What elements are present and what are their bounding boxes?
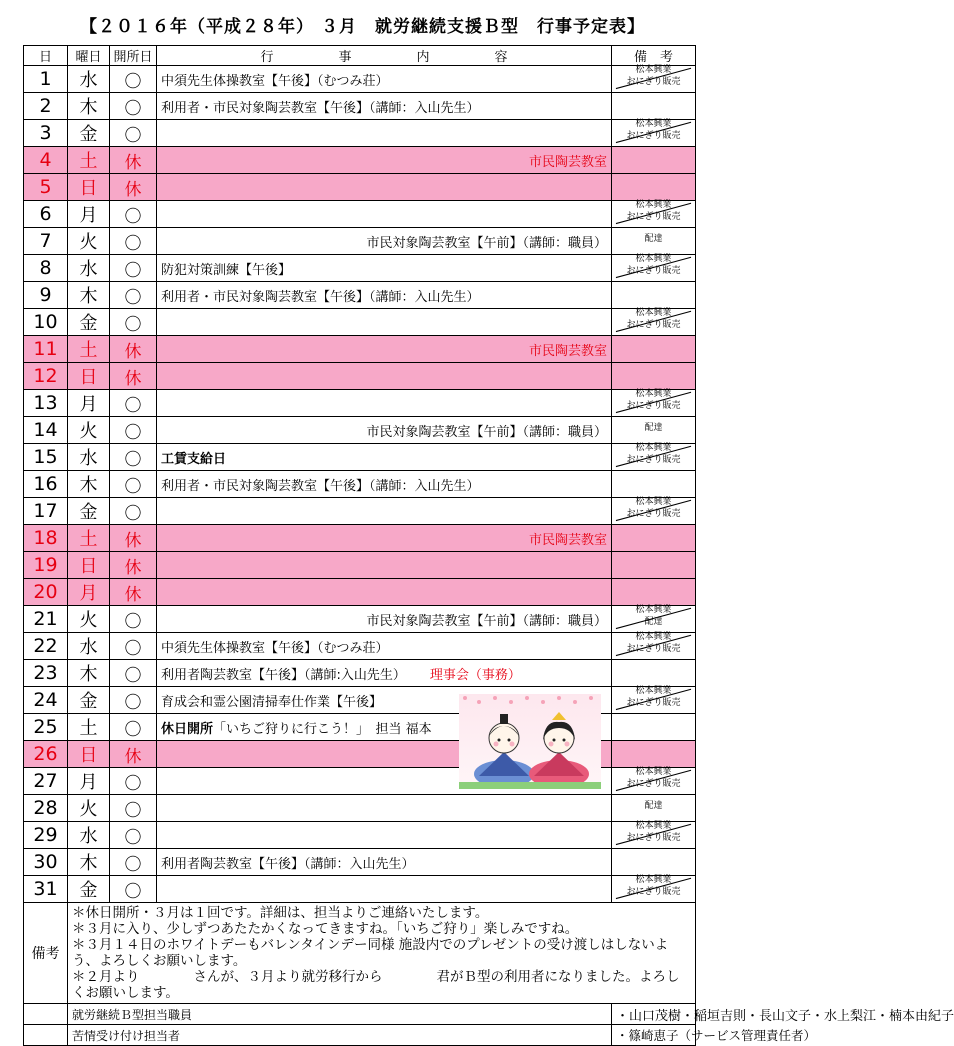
day-number: 27 xyxy=(24,768,68,795)
event-text: 中須先生体操教室【午後】（むつみ荘） xyxy=(161,73,389,89)
schedule-table xyxy=(23,45,954,1046)
event-cell xyxy=(157,849,612,876)
weekday: 水 xyxy=(68,255,110,282)
remark-line1: 松本興業 xyxy=(635,308,672,318)
event-right-text: 市民対象陶芸教室【午前】（講師：職員） xyxy=(366,425,607,440)
weekday: 金 xyxy=(68,498,110,525)
event-cell xyxy=(157,795,612,822)
remarks-cell xyxy=(612,633,696,660)
day-number: 31 xyxy=(24,876,68,903)
header-weekday: 曜日 xyxy=(68,46,110,66)
schedule-row xyxy=(24,66,696,93)
schedule-row xyxy=(24,471,696,498)
remarks-cell xyxy=(612,147,696,174)
event-text: 利用者陶芸教室【午後】（講師：入山先生） xyxy=(161,856,415,872)
weekday: 木 xyxy=(68,93,110,120)
remark-line1: 松本興業 xyxy=(635,875,672,885)
weekday: 土 xyxy=(68,147,110,174)
remarks-cell xyxy=(612,579,696,606)
header-open: 開所日 xyxy=(110,46,157,66)
event-cell xyxy=(157,444,612,471)
complaint-row xyxy=(24,1025,696,1046)
event-text: 中須先生体操教室【午後】（むつみ荘） xyxy=(161,640,389,656)
day-number: 5 xyxy=(24,174,68,201)
schedule-row xyxy=(24,849,696,876)
remark-line1: 松本興業 xyxy=(635,497,672,507)
remark-line1: 松本興業 xyxy=(635,632,672,642)
event-cell xyxy=(157,579,612,606)
event-cell xyxy=(157,309,612,336)
day-number: 13 xyxy=(24,390,68,417)
remark-line1: 松本興業 xyxy=(635,605,672,615)
event-cell xyxy=(157,228,612,255)
event-cell xyxy=(157,552,612,579)
weekday: 土 xyxy=(68,336,110,363)
schedule-row xyxy=(24,309,696,336)
weekday: 月 xyxy=(68,579,110,606)
event-right-text: 市民対象陶芸教室【午前】（講師：職員） xyxy=(366,236,607,251)
header-row xyxy=(24,46,696,66)
weekday: 日 xyxy=(68,552,110,579)
open-status: 〇 xyxy=(110,417,157,444)
remarks-cell xyxy=(612,120,696,147)
day-number: 14 xyxy=(24,417,68,444)
day-number: 23 xyxy=(24,660,68,687)
event-cell xyxy=(157,390,612,417)
remarks-cell xyxy=(612,876,696,903)
schedule-row xyxy=(24,363,696,390)
remarks-cell xyxy=(612,849,696,876)
event-text: 利用者陶芸教室【午後】（講師:入山先生） xyxy=(161,667,406,683)
day-number: 10 xyxy=(24,309,68,336)
page-title: 【２０１６年（平成２８年） ３月 就労継続支援Ｂ型 行事予定表】 xyxy=(80,17,645,37)
open-status: 休 xyxy=(110,552,157,579)
weekday: 火 xyxy=(68,228,110,255)
event-text: 工賃支給日 xyxy=(161,451,227,467)
event-cell xyxy=(157,417,612,444)
day-number: 1 xyxy=(24,66,68,93)
open-status: 〇 xyxy=(110,309,157,336)
event-text: 防犯対策訓練【午後】 xyxy=(161,262,292,278)
remarks-cell xyxy=(612,498,696,525)
complaint-label: 苦情受け付け担当者 xyxy=(68,1025,612,1046)
schedule-row xyxy=(24,336,696,363)
remarks-cell xyxy=(612,390,696,417)
open-status: 休 xyxy=(110,741,157,768)
schedule-row xyxy=(24,120,696,147)
day-number: 2 xyxy=(24,93,68,120)
schedule-row xyxy=(24,633,696,660)
day-number: 21 xyxy=(24,606,68,633)
remarks-cell xyxy=(612,606,696,633)
schedule-row xyxy=(24,606,696,633)
complaint-empty xyxy=(24,1025,68,1046)
day-number: 3 xyxy=(24,120,68,147)
remarks-cell xyxy=(612,795,696,822)
day-number: 30 xyxy=(24,849,68,876)
remark-line2: おにぎり販売 xyxy=(626,320,681,330)
remarks-cell xyxy=(612,741,696,768)
remark-line1: 松本興業 xyxy=(635,119,672,129)
schedule-row xyxy=(24,228,696,255)
open-status: 〇 xyxy=(110,849,157,876)
day-number: 25 xyxy=(24,714,68,741)
weekday: 月 xyxy=(68,390,110,417)
remarks-cell xyxy=(612,363,696,390)
weekday: 水 xyxy=(68,66,110,93)
remarks-cell xyxy=(612,66,696,93)
weekday: 日 xyxy=(68,363,110,390)
day-number: 22 xyxy=(24,633,68,660)
weekday: 水 xyxy=(68,633,110,660)
weekday: 金 xyxy=(68,687,110,714)
hina-dolls-image xyxy=(459,694,601,789)
staff-empty xyxy=(24,1004,68,1025)
schedule-row xyxy=(24,282,696,309)
note-line: ＊３月１４日のホワイトデーもバレンタインデー同様 施設内でのプレゼントの受け渡しはしないよう、よろしくお願いします。 xyxy=(72,937,669,969)
event-text: 「いちご狩りに行こう！」 担当 福本 xyxy=(213,721,432,737)
remark-line1: 松本興業 xyxy=(635,389,672,399)
event-cell xyxy=(157,201,612,228)
remarks-cell xyxy=(612,525,696,552)
weekday: 木 xyxy=(68,282,110,309)
event-right-text: 市民対象陶芸教室【午前】（講師：職員） xyxy=(366,614,607,629)
schedule-row xyxy=(24,822,696,849)
weekday: 水 xyxy=(68,822,110,849)
remark-line2: おにぎり販売 xyxy=(626,266,681,276)
day-number: 12 xyxy=(24,363,68,390)
event-cell xyxy=(157,471,612,498)
remarks-cell xyxy=(612,336,696,363)
header-event: 行 事 内 容 xyxy=(157,46,612,66)
staff-names: ・山口茂樹・稲垣吉則・長山文子・水上梨江・楠本由紀子 xyxy=(612,1004,696,1025)
staff-label: 就労継続Ｂ型担当職員 xyxy=(68,1004,612,1025)
schedule-row xyxy=(24,201,696,228)
remarks-cell xyxy=(612,471,696,498)
note-line: ＊２月より さんが、３月より就労移行から 君がＢ型の利用者になりました。よろしくお願いします。 xyxy=(72,969,680,1001)
remark-line1: 松本興業 xyxy=(635,65,672,75)
remarks-cell xyxy=(612,282,696,309)
day-number: 20 xyxy=(24,579,68,606)
remark-line2: おにぎり販売 xyxy=(626,77,681,87)
remarks-cell xyxy=(612,660,696,687)
day-number: 24 xyxy=(24,687,68,714)
day-number: 26 xyxy=(24,741,68,768)
schedule-row xyxy=(24,147,696,174)
weekday: 月 xyxy=(68,768,110,795)
remark-delivery: 配達 xyxy=(644,801,663,811)
remarks-cell xyxy=(612,228,696,255)
event-cell xyxy=(157,606,612,633)
schedule-row xyxy=(24,255,696,282)
remark-line2: おにぎり販売 xyxy=(626,887,681,897)
staff-row xyxy=(24,1004,696,1025)
complaint-name: ・篠崎恵子（サービス管理責任者） xyxy=(612,1025,696,1046)
event-cell xyxy=(157,822,612,849)
remarks-cell xyxy=(612,687,696,714)
day-number: 29 xyxy=(24,822,68,849)
open-status: 〇 xyxy=(110,660,157,687)
remark-line2: おにぎり販売 xyxy=(626,833,681,843)
day-number: 9 xyxy=(24,282,68,309)
remark-line1: 松本興業 xyxy=(635,686,672,696)
event-cell xyxy=(157,93,612,120)
open-status: 休 xyxy=(110,525,157,552)
header-remarks: 備 考 xyxy=(612,46,696,66)
day-number: 19 xyxy=(24,552,68,579)
weekday: 木 xyxy=(68,660,110,687)
open-status: 〇 xyxy=(110,687,157,714)
open-status: 〇 xyxy=(110,876,157,903)
notes-row xyxy=(24,903,696,1004)
schedule-row xyxy=(24,174,696,201)
event-right-text: 市民陶芸教室 xyxy=(528,533,607,548)
remark-line2: おにぎり販売 xyxy=(626,455,681,465)
event-cell xyxy=(157,876,612,903)
event-text: 育成会和霊公園清掃奉仕作業【午後】 xyxy=(161,694,383,710)
schedule-row xyxy=(24,417,696,444)
note-line: ＊休日開所・３月は１回です。詳細は、担当よりご連絡いたします。 xyxy=(72,905,489,921)
remark-line1: 松本興業 xyxy=(635,443,672,453)
weekday: 金 xyxy=(68,120,110,147)
event-cell xyxy=(157,660,612,687)
remark-line2: おにぎり販売 xyxy=(626,212,681,222)
day-number: 17 xyxy=(24,498,68,525)
schedule-row xyxy=(24,552,696,579)
event-bold-label: 休日開所 xyxy=(161,721,214,737)
weekday: 水 xyxy=(68,444,110,471)
weekday: 月 xyxy=(68,201,110,228)
schedule-row xyxy=(24,390,696,417)
event-cell xyxy=(157,633,612,660)
event-cell xyxy=(157,282,612,309)
remark-line2: おにぎり販売 xyxy=(626,509,681,519)
open-status: 〇 xyxy=(110,93,157,120)
schedule-row xyxy=(24,876,696,903)
remarks-cell xyxy=(612,417,696,444)
day-number: 18 xyxy=(24,525,68,552)
open-status: 休 xyxy=(110,147,157,174)
open-status: 〇 xyxy=(110,228,157,255)
remark-line2: 配達 xyxy=(644,617,663,627)
open-status: 休 xyxy=(110,363,157,390)
weekday: 日 xyxy=(68,741,110,768)
open-status: 〇 xyxy=(110,255,157,282)
remarks-cell xyxy=(612,822,696,849)
open-status: 〇 xyxy=(110,822,157,849)
remark-line2: おにぎり販売 xyxy=(626,779,681,789)
weekday: 金 xyxy=(68,309,110,336)
remark-line2: おにぎり販売 xyxy=(626,401,681,411)
weekday: 土 xyxy=(68,525,110,552)
open-status: 〇 xyxy=(110,714,157,741)
event-cell xyxy=(157,147,612,174)
header-day: 日 xyxy=(24,46,68,66)
remarks-cell xyxy=(612,93,696,120)
open-status: 〇 xyxy=(110,633,157,660)
event-cell xyxy=(157,255,612,282)
day-number: 6 xyxy=(24,201,68,228)
weekday: 火 xyxy=(68,606,110,633)
weekday: 日 xyxy=(68,174,110,201)
remarks-cell xyxy=(612,444,696,471)
weekday: 火 xyxy=(68,795,110,822)
weekday: 火 xyxy=(68,417,110,444)
remark-line2: おにぎり販売 xyxy=(626,698,681,708)
schedule-row xyxy=(24,579,696,606)
open-status: 休 xyxy=(110,336,157,363)
open-status: 〇 xyxy=(110,606,157,633)
event-cell xyxy=(157,336,612,363)
day-number: 7 xyxy=(24,228,68,255)
event-text: 利用者・市民対象陶芸教室【午後】（講師：入山先生） xyxy=(161,100,480,116)
remark-line1: 松本興業 xyxy=(635,254,672,264)
open-status: 〇 xyxy=(110,795,157,822)
weekday: 金 xyxy=(68,876,110,903)
remark-delivery: 配達 xyxy=(644,234,663,244)
event-extra: 理事会（事務） xyxy=(429,667,521,683)
open-status: 休 xyxy=(110,579,157,606)
schedule-row xyxy=(24,93,696,120)
schedule-row xyxy=(24,444,696,471)
notes-cell xyxy=(68,903,696,1004)
event-right-text: 市民陶芸教室 xyxy=(528,344,607,359)
remark-line2: おにぎり販売 xyxy=(626,131,681,141)
remarks-cell xyxy=(612,714,696,741)
open-status: 〇 xyxy=(110,66,157,93)
schedule-row xyxy=(24,660,696,687)
event-cell xyxy=(157,498,612,525)
event-cell xyxy=(157,120,612,147)
day-number: 4 xyxy=(24,147,68,174)
remark-line1: 松本興業 xyxy=(635,821,672,831)
remarks-cell xyxy=(612,768,696,795)
open-status: 〇 xyxy=(110,390,157,417)
event-cell xyxy=(157,363,612,390)
open-status: 〇 xyxy=(110,498,157,525)
open-status: 〇 xyxy=(110,201,157,228)
day-number: 28 xyxy=(24,795,68,822)
open-status: 〇 xyxy=(110,120,157,147)
remarks-cell xyxy=(612,309,696,336)
weekday: 木 xyxy=(68,849,110,876)
weekday: 木 xyxy=(68,471,110,498)
remarks-cell xyxy=(612,552,696,579)
remarks-cell xyxy=(612,174,696,201)
event-right-text: 市民陶芸教室 xyxy=(528,155,607,170)
remark-line2: おにぎり販売 xyxy=(626,644,681,654)
open-status: 〇 xyxy=(110,768,157,795)
open-status: 休 xyxy=(110,174,157,201)
day-number: 16 xyxy=(24,471,68,498)
note-line: ＊３月に入り、少しずつあたたかくなってきますね。「いちご狩り」楽しみですね。 xyxy=(72,921,579,937)
day-number: 11 xyxy=(24,336,68,363)
event-cell xyxy=(157,525,612,552)
schedule-row xyxy=(24,498,696,525)
weekday: 土 xyxy=(68,714,110,741)
event-cell xyxy=(157,174,612,201)
remarks-cell xyxy=(612,255,696,282)
remarks-cell xyxy=(612,201,696,228)
open-status: 〇 xyxy=(110,282,157,309)
notes-label: 備考 xyxy=(24,903,68,1004)
event-text: 利用者・市民対象陶芸教室【午後】（講師：入山先生） xyxy=(161,289,480,305)
remark-delivery: 配達 xyxy=(644,423,663,433)
schedule-row xyxy=(24,525,696,552)
event-cell xyxy=(157,66,612,93)
event-text: 利用者・市民対象陶芸教室【午後】（講師：入山先生） xyxy=(161,478,480,494)
remark-line1: 松本興業 xyxy=(635,767,672,777)
schedule-row xyxy=(24,795,696,822)
remark-line1: 松本興業 xyxy=(635,200,672,210)
day-number: 8 xyxy=(24,255,68,282)
open-status: 〇 xyxy=(110,444,157,471)
day-number: 15 xyxy=(24,444,68,471)
open-status: 〇 xyxy=(110,471,157,498)
